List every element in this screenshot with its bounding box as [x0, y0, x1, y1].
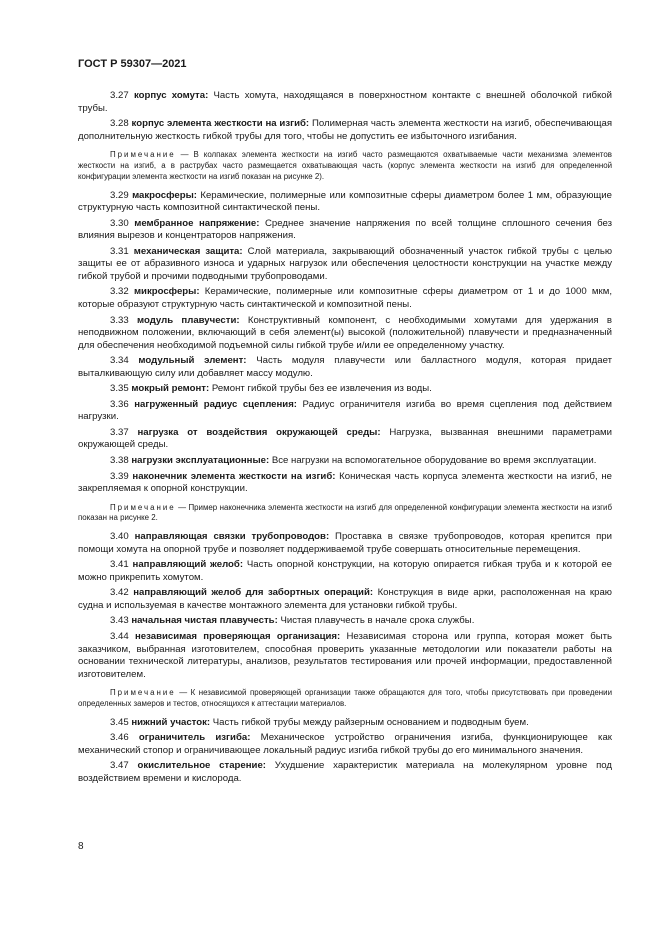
definition-paragraph: [78, 760, 612, 785]
definition-number: 3.39: [110, 470, 129, 482]
definition-term: микросферы:: [133, 286, 200, 298]
definition-text: Коническая часть корпуса элемента жесткости на изгиб, не закрепляемая к опорной конструкции.: [78, 470, 612, 495]
definition-number: 3.28: [110, 118, 129, 130]
definition-number: 3.46: [110, 732, 129, 744]
definition-term: макросферы:: [132, 189, 197, 201]
definition-term: модульный элемент:: [138, 355, 247, 367]
definition-number: 3.31: [110, 245, 129, 257]
definition-term: независимая проверяющая организация:: [134, 631, 341, 643]
definition-paragraph: [78, 218, 612, 243]
document-body: [78, 90, 612, 786]
definition-paragraph: [78, 455, 612, 468]
definition-text: Полимерная часть элемента жесткости на изгиб, обеспечивающая дополнительную жесткость гибкой трубы для того, чтобы не допустить ее избыточного изгибания.: [78, 118, 613, 142]
definition-paragraph: [78, 246, 612, 284]
definition-paragraph: [78, 383, 612, 396]
definition-text: Конструкция в виде арки, расположенная на краю судна и используемая в качестве монтажного элемента для установки гибкой трубы.: [78, 587, 612, 611]
definition-number: 3.37: [110, 426, 129, 438]
note-paragraph: [78, 503, 612, 525]
definition-number: 3.47: [110, 760, 129, 772]
definition-number: 3.43: [110, 615, 129, 627]
definition-paragraph: [78, 90, 612, 115]
definition-text: Радиус ограничителя изгиба во время сцепления под действием нагрузки.: [78, 398, 612, 423]
definition-term: нагрузки эксплуатационные:: [131, 454, 270, 466]
definition-term: корпус хомута:: [133, 90, 209, 101]
definition-text: Керамические, полимерные или композитные сферы диаметром более 1 мм, образующие структурную часть композитной синтактической пены.: [78, 189, 612, 214]
definition-term: нижний участок:: [131, 716, 211, 728]
definition-text: Нагрузка, вызванная внешними параметрами окружающей среды.: [78, 426, 612, 451]
definition-text: Среднее значение напряжения по всей толщине сплошного сечения без влияния вырезов и концентраторов напряжения.: [78, 217, 613, 242]
note-text: — К независимой проверяющей организации также обращаются для того, чтобы присутствовать при проведении определенных замеров и тестов, относящихся к аттестации материалов.: [78, 688, 612, 709]
definition-text: Часть модуля плавучести или балластного модуля, которая придает выталкивающую силу или добавляет массу модулю.: [78, 355, 612, 379]
definition-paragraph: [78, 732, 612, 757]
note-label: Примечание: [110, 502, 176, 512]
definition-number: 3.27: [110, 90, 129, 101]
definition-text: Чистая плавучесть в начале срока службы.: [277, 615, 475, 627]
definition-term: мембранное напряжение:: [134, 217, 260, 229]
definition-paragraph: [78, 190, 612, 215]
definition-term: модуль плавучести:: [137, 314, 240, 326]
definition-term: направляющая связки трубопроводов:: [134, 531, 330, 543]
note-text: — В колпаках элемента жесткости на изгиб часто размещаются охватываемые части механизма элементов жесткости на изгиб, а в раструбах часто размещается охватывающая часть (корпус элемента жесткости на изгиб для определенной конфигурации элемента жесткости на изгиб показан на рисунке 2).: [78, 150, 612, 181]
note-text: — Пример наконечника элемента жесткости на изгиб для определенной конфигурации элемента жесткости на изгиб показан на рисунке 2.: [78, 502, 612, 523]
definition-text: Часть гибкой трубы между райзерным основанием и подводным буем.: [210, 716, 529, 728]
definition-term: направляющий желоб для забортных операций:: [133, 587, 374, 599]
definition-number: 3.38: [110, 454, 129, 466]
definition-text: Все нагрузки на вспомогательное оборудование во время эксплуатации.: [269, 454, 597, 466]
definition-paragraph: [78, 355, 612, 380]
definition-number: 3.42: [110, 587, 129, 599]
definition-text: Независимая сторона или группа, которая может быть заказчиком, выбранная изготовителем, способная проверить указанные методологии или показатели работы на основании технической литературы, анализов, результатов тестирования или прочей информации, предоставленной изготовителем.: [78, 631, 612, 680]
definition-term: механическая защита:: [133, 245, 243, 257]
definition-paragraph: [78, 427, 612, 452]
note-paragraph: [78, 688, 612, 710]
definition-term: мокрый ремонт:: [131, 383, 210, 395]
definition-number: 3.41: [110, 559, 129, 571]
definition-paragraph: [78, 615, 612, 628]
definition-text: Конструктивный компонент, с необходимыми хомутами для удержания в неподвижном положении, включающий в себя элемент(ы) высокой (положительной) плавучести и предназначенный для обеспечения необходимой подъемной силы гибкой трубе и/или ее определенному участку.: [78, 314, 613, 351]
definition-number: 3.30: [110, 217, 129, 229]
note-label: Примечание: [110, 150, 176, 160]
definition-term: окислительное старение:: [137, 760, 266, 772]
definition-paragraph: [78, 587, 612, 612]
definition-text: Слой материала, закрывающий обозначенный участок гибкой трубы с целью защиты ее от абразивного износа и ударных нагрузок или обеспечения целостности конструкции на участке между гибкой трубой и прочими подводными трубопроводами.: [78, 245, 613, 282]
definition-text: Механическое устройство ограничения изгиба, функционирующее как механический стопор и ограничивающее локальный радиус изгиба гибкой трубы до его минимального значения.: [78, 732, 612, 756]
definition-term: нагруженный радиус сцепления:: [134, 398, 298, 410]
definition-text: Часть хомута, находящаяся в поверхностном контакте с внешней оболочкой гибкой трубы.: [78, 90, 612, 114]
definition-number: 3.29: [110, 189, 129, 201]
definition-paragraph: [78, 471, 612, 496]
definition-term: ограничитель изгиба:: [138, 732, 251, 744]
definition-paragraph: [78, 399, 612, 424]
definition-number: 3.36: [110, 398, 129, 410]
definition-paragraph: [78, 631, 612, 681]
definition-number: 3.35: [110, 383, 129, 395]
definition-paragraph: [78, 531, 612, 556]
definition-paragraph: [78, 286, 612, 311]
definition-paragraph: [78, 559, 612, 584]
page-number: 8: [78, 841, 84, 852]
definition-paragraph: [78, 118, 612, 143]
definition-term: начальная чистая плавучесть:: [131, 615, 278, 627]
note-paragraph: [78, 150, 612, 182]
definition-text: Проставка в связке трубопроводов, которая крепится при помощи хомута на опорной трубе и позволяет поддерживаемой трубе совершать относительные перемещения.: [78, 531, 612, 555]
definition-number: 3.45: [110, 716, 129, 728]
definition-text: Ухудшение характеристик материала на молекулярном уровне под воздействием времени и кислорода.: [78, 760, 613, 784]
definition-paragraph: [78, 717, 612, 730]
definition-number: 3.32: [110, 286, 129, 298]
definition-paragraph: [78, 315, 612, 353]
definition-term: направляющий желоб:: [132, 559, 244, 571]
definition-term: нагрузка от воздействия окружающей среды:: [137, 426, 381, 438]
definition-number: 3.40: [110, 531, 129, 543]
definition-number: 3.34: [110, 355, 129, 367]
document-page: [78, 58, 612, 789]
definition-term: наконечник элемента жесткости на изгиб:: [132, 470, 336, 482]
definition-term: корпус элемента жесткости на изгиб:: [131, 118, 310, 130]
definition-text: Керамические, полимерные или композитные сферы диаметром от 1 и до 1000 мкм, которые образуют структурную часть синтактической и композитной пены.: [78, 286, 612, 310]
note-label: Примечание: [110, 688, 176, 698]
definition-number: 3.44: [110, 631, 129, 643]
document-header: ГОСТ Р 59307—2021: [78, 58, 187, 70]
definition-number: 3.33: [110, 314, 129, 326]
definition-text: Часть опорной конструкции, на которую опирается гибкая труба и к которой ее можно прикрепить хомутом.: [78, 559, 613, 583]
definition-text: Ремонт гибкой трубы без ее извлечения из воды.: [209, 383, 432, 395]
